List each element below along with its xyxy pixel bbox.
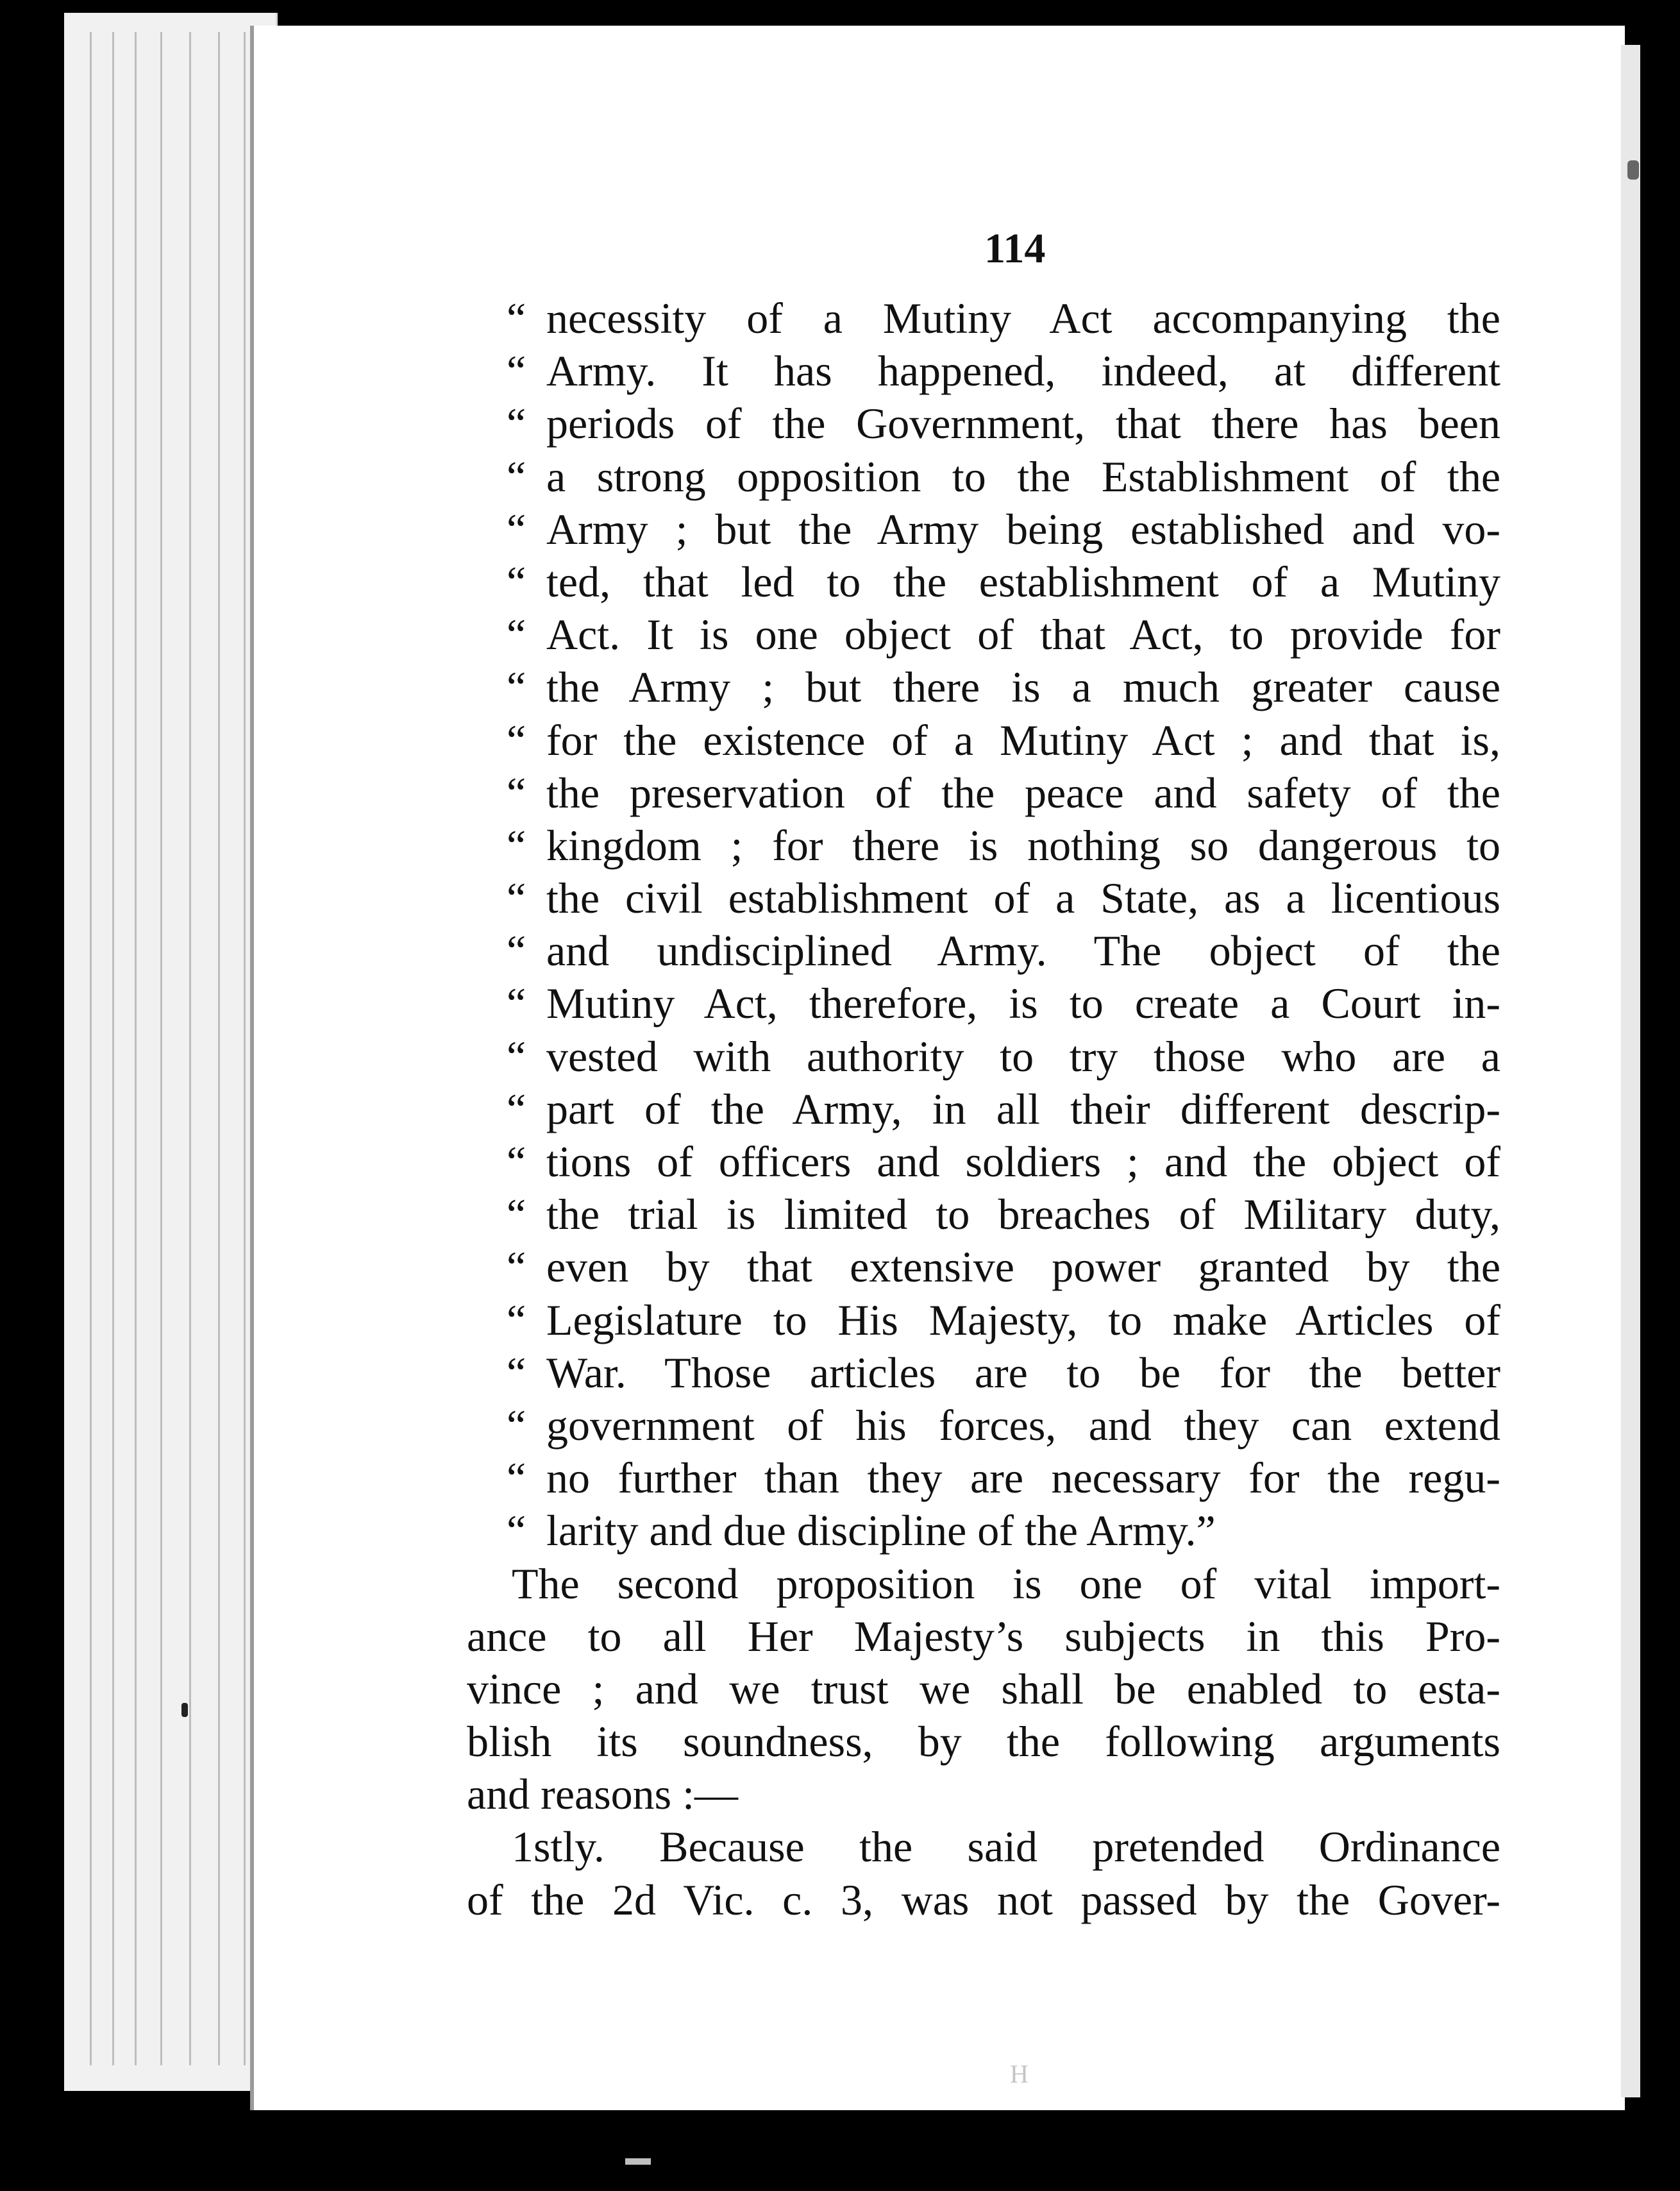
paragraph [467,1557,1500,1821]
text-line [507,1399,1500,1451]
text-line [467,1610,1500,1662]
text-line [507,555,1500,608]
line-text: government of his forces, and they can extend [546,1400,1500,1450]
text-line [507,292,1500,344]
opening-quote-mark: “ [507,294,526,343]
line-text: and reasons :— [467,1770,739,1819]
text-line [507,1135,1500,1188]
signature-mark: H [1010,2060,1029,2088]
text-line [507,924,1500,977]
text-line [507,450,1500,503]
line-text: the civil establishment of a State, as a licentious [546,874,1500,923]
line-text: the trial is limited to breaches of Military duty, [546,1190,1500,1239]
opening-quote-mark: “ [507,663,526,712]
line-text: Act. It is one object of that Act, to provide for [546,610,1500,659]
opening-quote-mark: “ [507,820,526,870]
line-text: for the existence of a Mutiny Act ; and that is, [546,715,1500,765]
line-text: ted, that led to the establishment of a Mutiny [546,557,1500,606]
quoted-passage [507,292,1500,1557]
opening-quote-mark: “ [507,399,526,448]
page-edge-right [1621,45,1640,2097]
line-text: larity and due discipline of the Army.” [546,1506,1216,1555]
ink-speck [181,1703,188,1717]
line-text: part of the Army, in all their different descrip- [546,1084,1500,1133]
line-text: The second proposition is one of vital import- [512,1559,1500,1608]
text-line [507,503,1500,555]
ink-speck [1627,160,1639,180]
text-line [507,714,1500,766]
line-text: the Army ; but there is a much greater cause [546,663,1500,712]
opening-quote-mark: “ [507,452,526,501]
line-text: blish its soundness, by the following arguments [467,1717,1500,1766]
edge-line [90,32,92,2065]
text-line [507,1451,1500,1504]
opening-quote-mark: “ [507,1348,526,1397]
text-line [507,1030,1500,1083]
opening-quote-mark: “ [507,610,526,659]
text-line [507,608,1500,661]
text-line [507,1083,1500,1135]
opening-quote-mark: “ [507,1031,526,1081]
opening-quote-mark: “ [507,1295,526,1344]
text-line [507,872,1500,924]
body-text [467,292,1500,1926]
line-text: War. Those articles are to be for the better [546,1348,1500,1397]
edge-line [112,32,114,2065]
ink-speck [625,2158,651,2165]
text-line [467,1768,1500,1820]
opening-quote-mark: “ [507,1137,526,1186]
opening-quote-mark: “ [507,874,526,923]
edge-line [135,32,137,2065]
text-line [467,1662,1500,1715]
text-line [507,1346,1500,1399]
line-text: kingdom ; for there is nothing so dangerous to [546,820,1500,870]
text-line [507,977,1500,1029]
line-text: tions of officers and soldiers ; and the object of [546,1137,1500,1186]
line-text: Army. It has happened, indeed, at different [546,346,1500,396]
text-line [507,397,1500,450]
text-line [507,661,1500,713]
line-text: a strong opposition to the Establishment of the [546,452,1500,501]
text-line [467,1557,1500,1610]
opening-quote-mark: “ [507,979,526,1028]
opening-quote-mark: “ [507,504,526,554]
text-line [467,1715,1500,1768]
line-text: 1stly. Because the said pretended Ordinance [512,1822,1500,1872]
edge-line [244,32,246,2065]
line-text: Army ; but the Army being established and vo- [546,504,1500,554]
line-text: Mutiny Act, therefore, is to create a Court in- [546,979,1500,1028]
opening-quote-mark: “ [507,1506,526,1555]
opening-quote-mark: “ [507,557,526,606]
line-text: ance to all Her Majesty’s subjects in this Pro- [467,1611,1500,1661]
opening-quote-mark: “ [507,1453,526,1503]
opening-quote-mark: “ [507,346,526,396]
line-text: vince ; and we trust we shall be enabled to esta- [467,1664,1500,1713]
text-line [507,766,1500,819]
line-text: Legislature to His Majesty, to make Articles of [546,1295,1500,1344]
line-text: vested with authority to try those who are a [546,1031,1500,1081]
edge-line [218,32,220,2065]
text-line [507,819,1500,872]
text-line [507,1188,1500,1240]
line-text: and undisciplined Army. The object of the [546,926,1500,976]
line-text: no further than they are necessary for the regu- [546,1453,1500,1503]
edge-line [189,32,191,2065]
text-line [467,1874,1500,1926]
line-text: necessity of a Mutiny Act accompanying the [546,294,1500,343]
opening-quote-mark: “ [507,1084,526,1133]
page-number: 114 [984,225,1046,272]
text-line [507,344,1500,397]
line-text: the preservation of the peace and safety of the [546,768,1500,817]
opening-quote-mark: “ [507,1400,526,1450]
opening-quote-mark: “ [507,768,526,817]
page-edges [64,13,278,2091]
text-line [507,1504,1500,1557]
line-text: of the 2d Vic. c. 3, was not passed by the Gover- [467,1875,1500,1924]
text-line [507,1240,1500,1293]
opening-quote-mark: “ [507,1190,526,1239]
line-text: even by that extensive power granted by the [546,1242,1500,1292]
opening-quote-mark: “ [507,926,526,976]
edge-line [160,32,162,2065]
paragraph [467,1820,1500,1925]
line-text: periods of the Government, that there has been [546,399,1500,448]
text-line [507,1294,1500,1346]
opening-quote-mark: “ [507,715,526,765]
text-line [467,1820,1500,1873]
opening-quote-mark: “ [507,1242,526,1292]
